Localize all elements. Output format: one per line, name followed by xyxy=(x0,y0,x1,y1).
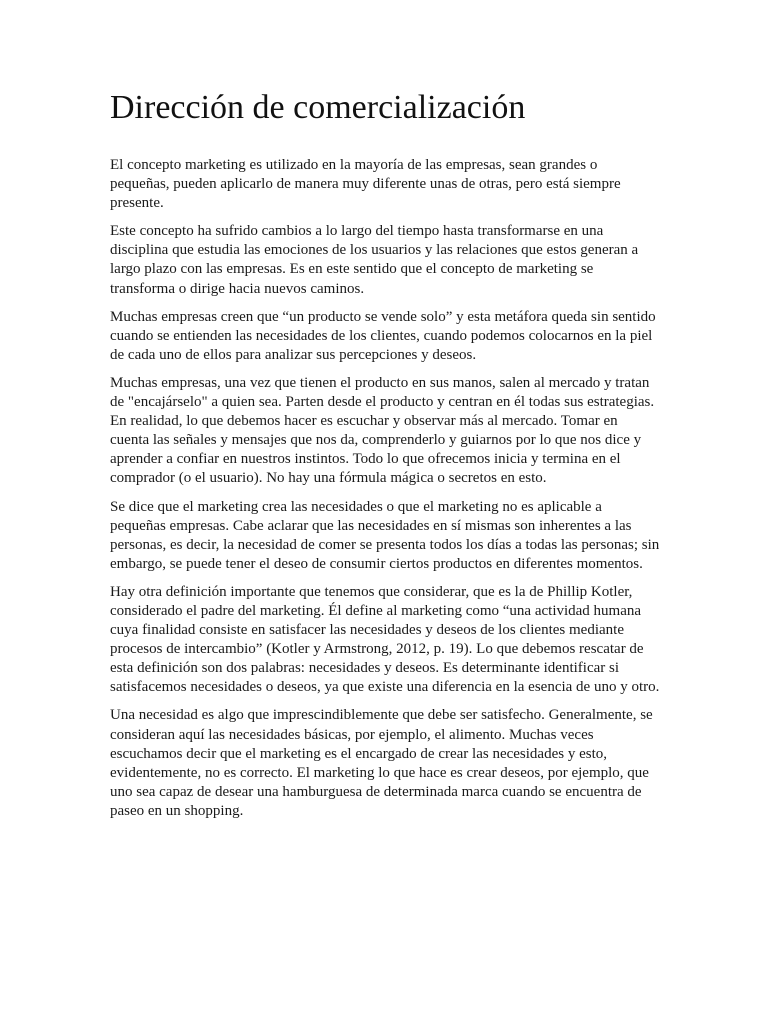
paragraph-7: Una necesidad es algo que imprescindiblemente que debe ser satisfecho. Generalmente, se consideran aquí las necesidades básicas, por ejemplo, el alimento. Muchas veces escuchamos decir que el marketing es el encargado de crear las necesidades y esto, evidentemente, no es correcto. El marketing lo que hace es crear deseos, por ejemplo, que uno sea capaz de desear una hamburguesa de determinada marca cuando se encuentra de paseo en un shopping. xyxy=(110,707,653,819)
paragraph-3: Muchas empresas creen que “un producto se vende solo” y esta metáfora queda sin sentido cuando se entienden las necesidades de los clientes, cuando podemos colocarnos en la piel de cada uno de ellos para analizar sus percepciones y deseos. xyxy=(110,308,656,363)
document-body xyxy=(110,86,660,830)
paragraph-2: Este concepto ha sufrido cambios a lo largo del tiempo hasta transformarse en una disciplina que estudia las emociones de los usuarios y las relaciones que estos generan a largo plazo con las empresas. Es en este sentido que el concepto de marketing se transforma o dirige hacia nuevos caminos. xyxy=(110,223,639,297)
paragraph-6: Hay otra definición importante que tenemos que considerar, que es la de Phillip Kotler, considerado el padre del marketing. Él define al marketing como “una actividad humana cuya finalidad consiste en satisfacer las necesidades y deseos de los clientes mediante procesos de intercambio” (Kotler y Armstrong, 2012, p. 19). Lo que debemos rescatar de esta definición son dos palabras: necesidades y deseos. Es determinante identificar si satisfacemos necesidades o deseos, ya que existe una diferencia en la esencia de uno y otro. xyxy=(110,583,660,696)
document-title: Dirección de comercialización xyxy=(110,89,526,126)
paragraph-5: Se dice que el marketing crea las necesidades o que el marketing no es aplicable a pequeñas empresas. Cabe aclarar que las necesidades en sí mismas son inherentes a las personas, es decir, la necesidad de comer se presenta todos los días a todas las personas; sin embargo, se puede tener el deseo de consumir ciertos productos en diferentes momentos. xyxy=(110,498,660,572)
paragraph-4: Muchas empresas, una vez que tienen el producto en sus manos, salen al mercado y tratan de "encajárselo" a quien sea. Parten desde el producto y centran en él todas sus estrategias. En realidad, lo que debemos hacer es escuchar y observar más al mercado. Tomar en cuenta las señales y mensajes que nos da, comprenderlo y guiarnos por lo que nos dice y aprender a confiar en nuestros instintos. Todo lo que ofrecemos inicia y termina en el comprador (o el usuario). No hay una fórmula mágica o secretos en esto. xyxy=(110,374,655,487)
paragraph-1: El concepto marketing es utilizado en la mayoría de las empresas, sean grandes o pequeñas, pueden aplicarlo de manera muy diferente unas de otras, pero está siempre presente. xyxy=(110,157,621,212)
